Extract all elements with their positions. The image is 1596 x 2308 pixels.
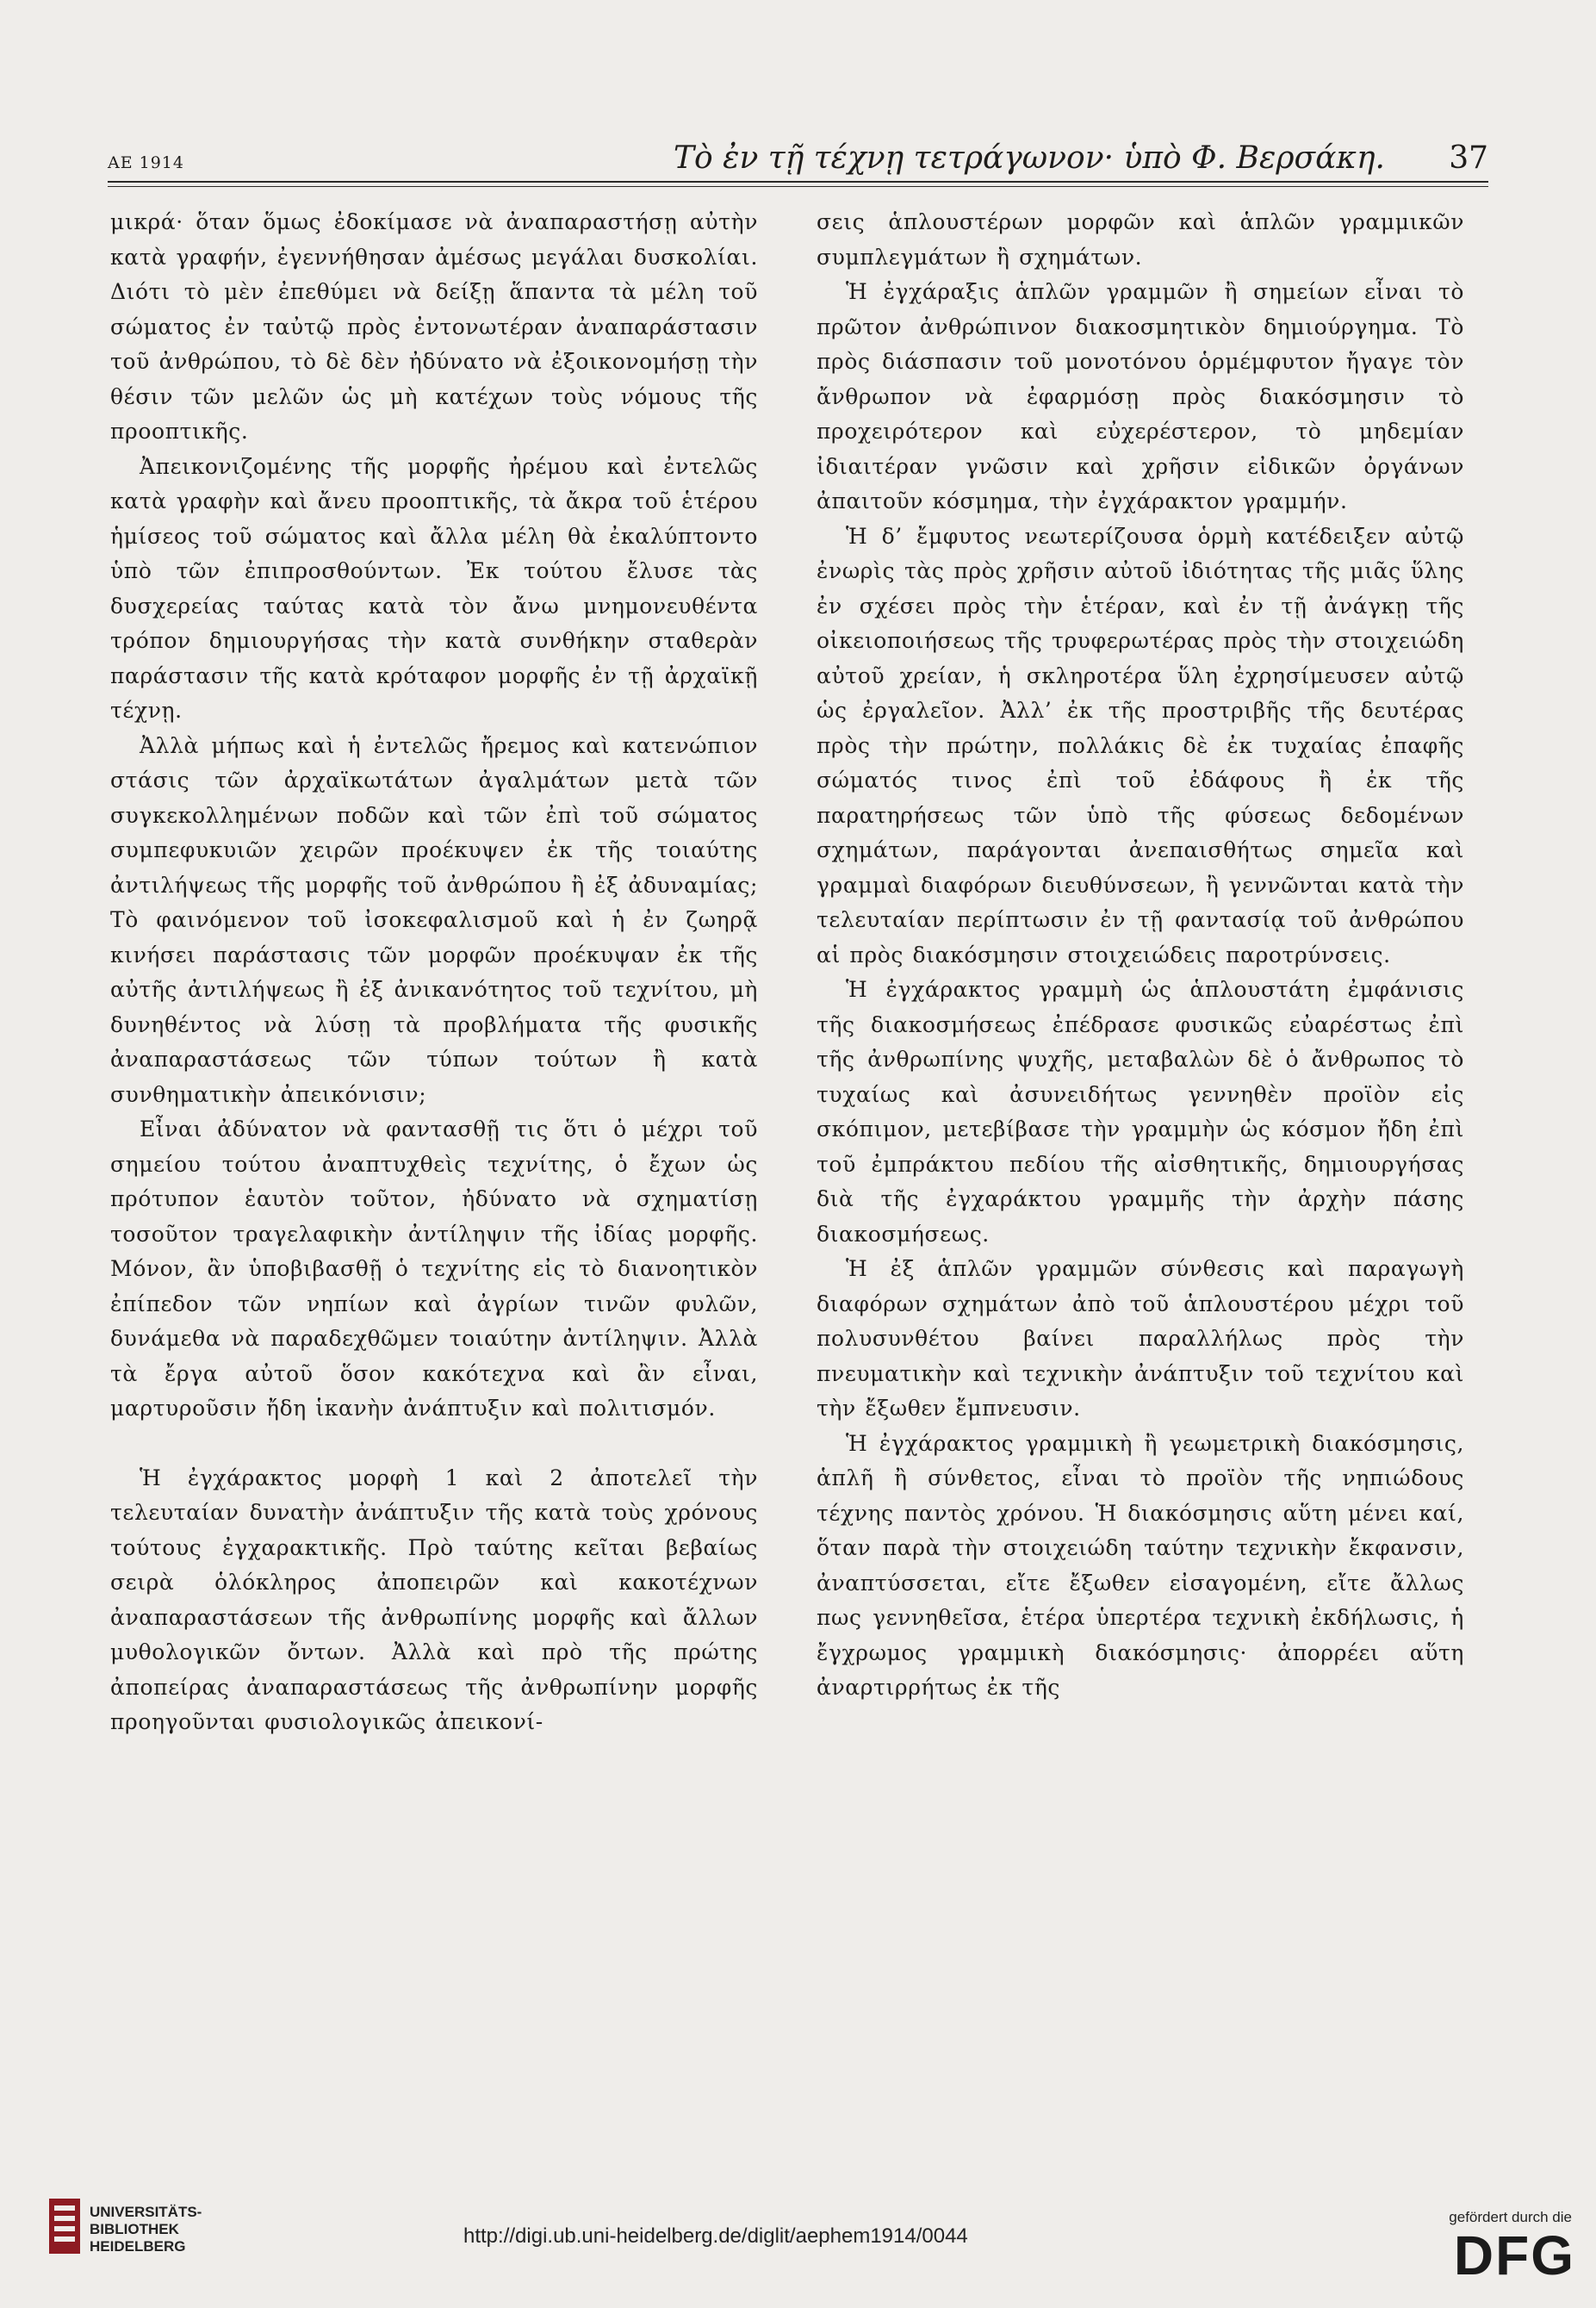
header-rule-thick	[108, 181, 1488, 183]
right-column	[817, 205, 1464, 1706]
paragraph: Ἀπεικονιζομένης τῆς μορφῆς ἠρέμου καὶ ἐντελῶς κατὰ γραφὴν καὶ ἄνευ προοπτικῆς, τὰ ἄκρα τοῦ ἑτέρου ἡμίσεος τοῦ σώματος καὶ ἄλλα μέλη θὰ ἐκαλύπτοντο ὑπὸ τῶν ἐπιπροσθούντων. Ἐκ τούτου ἔλυσε τὰς δυσχερείας ταύτας κατὰ τὸν ἄνω μνημονευθέντα τρόπον δημιουργήσας τὴν κατὰ συνθήκην σταθερὰν παράστασιν τῆς κατὰ κρόταφον μορφῆς ἐν τῇ ἀρχαϊκῇ τέχνῃ.	[110, 453, 758, 723]
permalink[interactable]: http://digi.ub.uni-heidelberg.de/diglit/aephem1914/0044	[463, 2224, 968, 2248]
paragraph: Εἶναι ἀδύνατον νὰ φαντασθῇ τις ὅτι ὁ μέχρι τοῦ σημείου τούτου ἀναπτυχθεὶς τεχνίτης, ὁ ἔχων ὡς πρότυπον ἑαυτὸν τοῦτον, ἠδύνατο νὰ σχηματίσῃ τοσοῦτον τραγελαφικὴν ἀντίληψιν τῆς ἰδίας μορφῆς. Μόνον, ἂν ὑποβιβασθῇ ὁ τεχνίτης εἰς τὸ διανοητικὸν ἐπίπεδον τῶν νηπίων καὶ ἀγρίων τινῶν φυλῶν, δυνάμεθα νὰ παραδεχθῶμεν τοιαύτην ἀντίληψιν. Ἀλλὰ τὰ ἔργα αὐτοῦ ὅσον κακότεχνα καὶ ἂν εἶναι, μαρτυροῦσιν ἤδη ἱκανὴν ἀνάπτυξιν καὶ πολιτισμόν.	[110, 1117, 758, 1421]
page-number: 37	[1449, 140, 1488, 176]
paragraph: Ἡ ἐξ ἁπλῶν γραμμῶν σύνθεσις καὶ παραγωγὴ διαφόρων σχημάτων ἀπὸ τοῦ ἁπλουστέρου μέχρι τοῦ πολυσυνθέτου βαίνει παραλλήλως πρὸς τὴν πνευματικὴν καὶ τεχνικὴν ἀνάπτυξιν τοῦ τεχνίτου καὶ τὴν ἔξωθεν ἔμπνευσιν.	[817, 1256, 1464, 1421]
dfg-logo: DFG	[1453, 2224, 1575, 2286]
funding-label: gefördert durch die	[1449, 2209, 1572, 2225]
journal-label: ΑΕ 1914	[108, 153, 184, 172]
paragraph: Ἀλλὰ μήπως καὶ ἡ ἐντελῶς ἤρεμος καὶ κατενώπιον στάσις τῶν ἀρχαϊκωτάτων ἀγαλμάτων μετὰ τῶν συγκεκολλημένων ποδῶν καὶ τῶν ἐπὶ τοῦ σώματος συμπεφυκυιῶν χειρῶν προέκυψεν ἐκ τῆς τοιαύτης ἀντιλήψεως τῆς μορφῆς τοῦ ἀνθρώπου ἢ ἐξ ἀδυναμίας; Τὸ φαινόμενον τοῦ ἰσοκεφαλισμοῦ καὶ ἡ ἐν ζωηρᾷ κινήσει παράστασις τῶν μορφῶν προέκυψαν ἐκ τῆς αὐτῆς ἀντιλήψεως ἢ ἐξ ἀνικανότητος τοῦ τεχνίτου, μὴ δυνηθέντος νὰ λύσῃ τὰ προβλήματα τῆς φυσικῆς ἀναπαραστάσεως τῶν τύπων τούτων ἢ κατὰ συνθηματικὴν ἀπεικόνισιν;	[110, 732, 758, 1107]
paragraph: Ἡ ἐγχάραξις ἁπλῶν γραμμῶν ἢ σημείων εἶναι τὸ πρῶτον ἀνθρώπινον διακοσμητικὸν δημιούργημα. Τὸ πρὸς διάσπασιν τοῦ μονοτόνου ὁρμέμφυτον ἤγαγε τὸν ἄνθρωπον νὰ ἐφαρμόσῃ πρὸς διακόσμησιν τὸ προχειρότερον καὶ εὐχερέστερον, τὸ μηδεμίαν ἰδιαιτέραν γνῶσιν καὶ χρῆσιν εἰδικῶν ὀργάνων ἀπαιτοῦν κόσμημα, τὴν ἐγχάρακτον γραμμήν.	[817, 279, 1464, 513]
paragraph: Ἡ ἐγχάρακτος μορφὴ 1 καὶ 2 ἀποτελεῖ τὴν τελευταίαν δυνατὴν ἀνάπτυξιν τῆς κατὰ τοὺς χρόνους τούτους ἐγχαρακτικῆς. Πρὸ ταύτης κεῖται βεβαίως σειρὰ ὁλόκληρος ἀποπειρῶν καὶ κακοτέχνων ἀναπαραστάσεων τῆς ἀνθρωπίνης μορφῆς καὶ ἄλλων μυθολογικῶν ὄντων. Ἀλλὰ καὶ πρὸ τῆς πρώτης ἀποπείρας ἀναπαραστάσεως τῆς ἀνθρωπίνην μορφῆς προηγοῦνται φυσιολογικῶς ἀπεικονί-	[110, 1465, 758, 1734]
paragraph: Ἡ δ’ ἔμφυτος νεωτερίζουσα ὁρμὴ κατέδειξεν αὐτῷ ἐνωρὶς τὰς πρὸς χρῆσιν αὐτοῦ ἰδιότητας τῆς μιᾶς ὕλης ἐν σχέσει πρὸς τὴν ἑτέραν, καὶ ἐν τῇ ἀνάγκῃ τῆς οἰκειοποιήσεως τῆς τρυφερωτέρας πρὸς τὴν στοιχειώδη αὐτοῦ χρείαν, ἡ σκληροτέρα ὕλη ἐχρησίμευσεν αὐτῷ ὡς ἐργαλεῖον. Ἀλλ’ ἐκ τῆς προστριβῆς τῆς δευτέρας πρὸς τὴν πρώτην, πολλάκις δὲ ἐκ τυχαίας ἐπαφῆς σώματός τινος ἐπὶ τοῦ ἐδάφους ἢ ἐκ τῆς παρατηρήσεως τῶν ὑπὸ τῆς φύσεως δεδομένων σχημάτων, παράγονται ἀνεπαισθήτως σημεῖα καὶ γραμμαὶ διαφόρων διευθύνσεων, ἢ γεννῶνται κατὰ τὴν τελευταίαν περίπτωσιν ἐν τῇ φαντασίᾳ τοῦ ἀνθρώπου αἱ πρὸς διακόσμησιν στοιχειώδεις παροτρύνσεις.	[817, 523, 1464, 967]
running-header	[108, 128, 1488, 179]
university-seal-icon	[47, 2197, 82, 2255]
digitization-footer	[0, 2180, 1596, 2308]
paragraph: Ἡ ἐγχάρακτος γραμμὴ ὡς ἁπλουστάτη ἐμφάνισις τῆς διακοσμήσεως ἐπέδρασε φυσικῶς εὐαρέστως ἐπὶ τῆς ἀνθρωπίνης ψυχῆς, μεταβαλὼν δὲ ὁ ἄνθρωπος τὸ τυχαίως καὶ ἀσυνειδήτως γεννηθὲν προϊὸν εἰς σκόπιμον, μετεβίβασε τὴν γραμμὴν ὡς κόσμον ἤδη ἐπὶ τοῦ ἐμπράκτου πεδίου τῆς αἰσθητικῆς, δημιουργήσας διὰ τῆς ἐγχαράκτου γραμμῆς τὴν ἀρχὴν πάσης διακοσμήσεως.	[817, 977, 1464, 1247]
running-title: Τὸ ἐν τῇ τέχνῃ τετράγωνον· ὑπὸ Φ. Βερσάκη.	[674, 140, 1385, 176]
header-rule-thin	[108, 186, 1488, 187]
paragraph: μικρά· ὅταν ὅμως ἐδοκίμασε νὰ ἀναπαραστήσῃ αὐτὴν κατὰ γραφήν, ἐγεννήθησαν ἀμέσως μεγάλαι δυσκολίαι. Διότι τὸ μὲν ἐπεθύμει νὰ δείξῃ ἅπαντα τὰ μέλη τοῦ σώματος ἐν ταὐτῷ πρὸς ἐντονωτέραν ἀναπαράστασιν τοῦ ἀνθρώπου, τὸ δὲ δὲν ἠδύνατο νὰ ἐξοικονομήσῃ τὴν θέσιν τῶν μελῶν ὡς μὴ κατέχων τοὺς νόμους τῆς προοπτικῆς.	[110, 209, 758, 444]
library-name: UNIVERSITÄTS- BIBLIOTHEK HEIDELBERG	[90, 2204, 202, 2255]
left-column	[110, 205, 758, 1740]
paragraph: Ἡ ἐγχάρακτος γραμμικὴ ἢ γεωμετρικὴ διακόσμησις, ἁπλῆ ἢ σύνθετος, εἶναι τὸ προϊὸν τῆς νηπιώδους τέχνης παντὸς χρόνου. Ἡ διακόσμησις αὕτη μένει καί, ὅταν παρὰ τὴν στοιχειώδη ταύτην τεχνικὴν ἔκφανσιν, ἀναπτύσσεται, εἴτε ἔξωθεν εἰσαγομένη, εἴτε ἄλλως πως γεννηθεῖσα, ἑτέρα ὑπερτέρα τεχνικὴ ἐκδήλωσις, ἡ ἔγχρωμος γραμμικὴ διακόσμησις· ἀπορρέει αὕτη ἀναρτιρρήτως ἐκ τῆς	[817, 1430, 1464, 1700]
paragraph: σεις ἁπλουστέρων μορφῶν καὶ ἁπλῶν γραμμικῶν συμπλεγμάτων ἢ σχημάτων.	[817, 209, 1464, 270]
